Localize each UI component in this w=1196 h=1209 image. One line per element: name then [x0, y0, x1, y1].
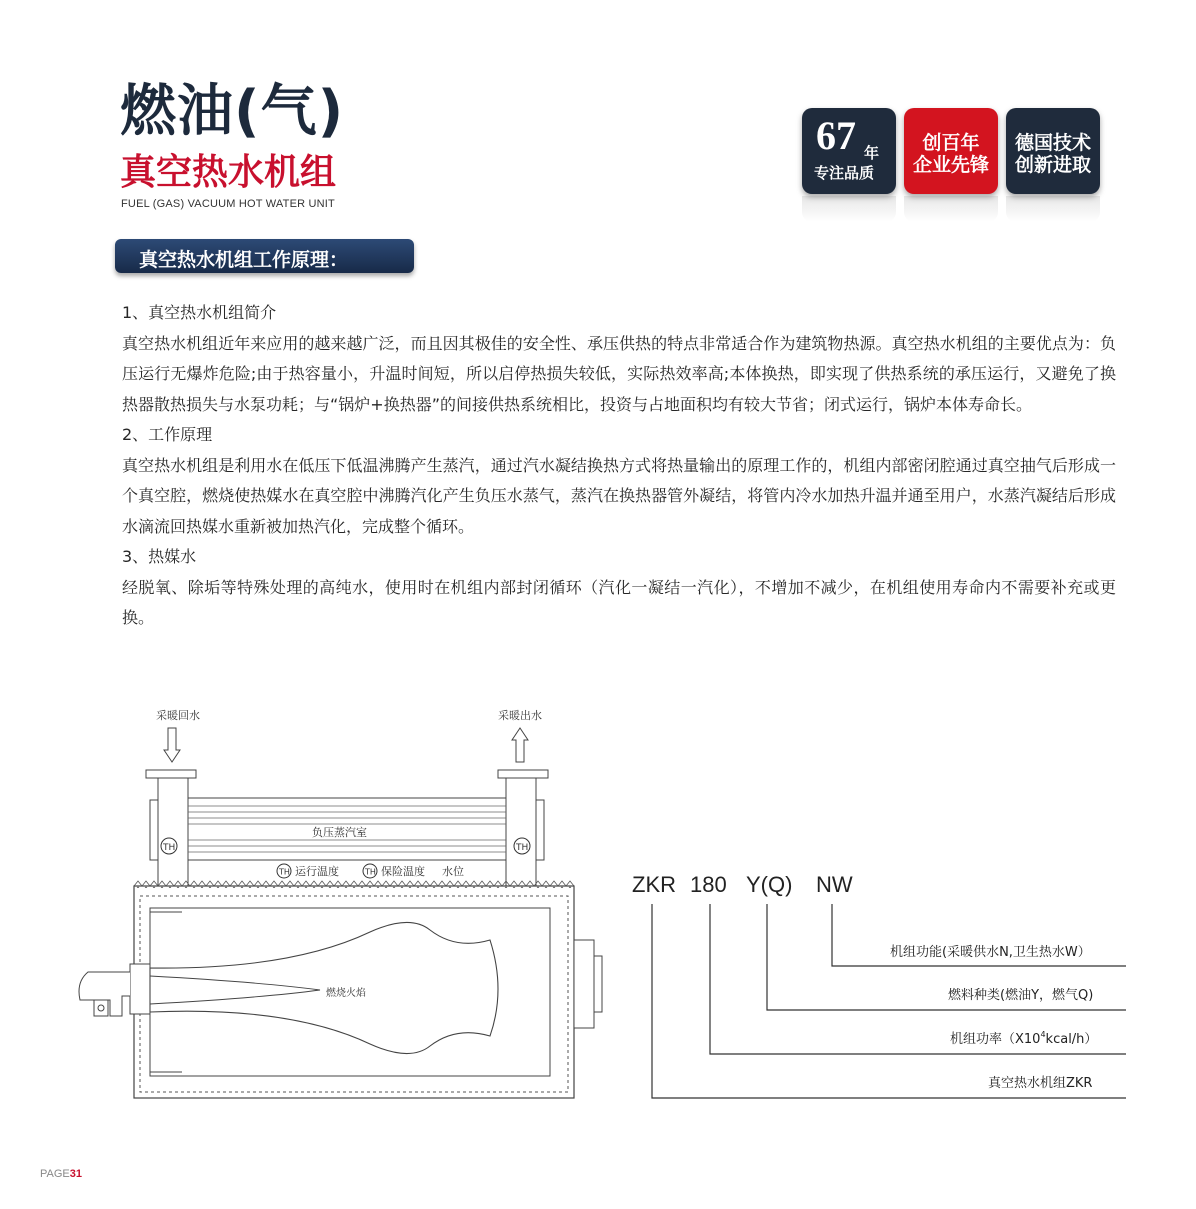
- page-subtitle: 真空热水机组: [120, 152, 337, 193]
- model-180: 180: [690, 872, 727, 897]
- section-heading: 真空热水机组工作原理：: [139, 249, 349, 271]
- run-temp-label: 运行温度: [295, 865, 339, 878]
- fuel-label: 燃料种类(燃油Y，燃气Q): [948, 988, 1094, 1003]
- heading-principle: 2、工作原理: [122, 425, 213, 444]
- english-title: FUEL (GAS) VACUUM HOT WATER UNIT: [121, 198, 335, 210]
- steam-chamber-label: 负压蒸汽室: [312, 826, 367, 839]
- badge-reflection: [1006, 196, 1100, 222]
- paragraph-principle: 真空热水机组是利用水在低压下低温沸腾产生蒸汽，通过汽水凝结换热方式将热量输出的原理工作的，机组内部密闭腔通过真空抽气后形成一个真空腔，燃烧使热媒水在真空腔中沸腾汽化产生负压水蒸气，蒸汽在换热器管外凝结，将管内冷水加热升温并通至用户，水蒸汽凝结后形成水滴流回热媒水重新被加热汽化，完成整个循环。: [122, 455, 1116, 536]
- paragraph-medium: 经脱氧、除垢等特殊处理的高纯水，使用时在机组内部封闭循环（汽化一凝结一汽化），不增加不减少，在机组使用寿命内不需要补充或更换。: [122, 577, 1116, 627]
- page-title: 燃油(气): [120, 79, 345, 144]
- model-yq: Y(Q): [746, 872, 793, 897]
- svg-text:TH: TH: [365, 867, 376, 877]
- page-number: PAGE31: [40, 1168, 83, 1180]
- boiler-body: [134, 880, 602, 1098]
- model-zkr: ZKR: [632, 872, 676, 897]
- burner: [79, 964, 150, 1016]
- flame-label: 燃烧火焰: [326, 988, 366, 999]
- svg-text:TH: TH: [279, 867, 290, 877]
- supply-water-label: 采暖出水: [498, 709, 542, 722]
- supply-arrow-icon: [512, 728, 528, 762]
- model-nw: NW: [816, 872, 853, 897]
- svg-text:TH: TH: [516, 843, 529, 853]
- badge-reflection: [802, 196, 896, 222]
- left-th-icon: [161, 838, 177, 854]
- badge-quality-text: 专注品质: [814, 164, 875, 182]
- power-label: 机组功率$(X10^4kcal/h)$: [950, 1030, 1098, 1047]
- badge-years-suffix: 年: [864, 144, 880, 162]
- name-label: 真空热水机组ZKR: [988, 1076, 1093, 1091]
- paragraph-intro: 真空热水机组近年来应用的越来越广泛，而且因其极佳的安全性、承压供热的特点非常适合作为建筑物热源。真空热水机组的主要优点为：负压运行无爆炸危险;由于热容量小，升温时间短，所以启停热损失较低，实际热效率高;本体换热，即实现了供热系统的承压运行，又避免了换热器散热损失与水泵功耗；与“锅炉+换热器”的间接供热系统相比，投资与占地面积均有较大节省；闭式运行，锅炉本体寿命长。: [122, 333, 1116, 414]
- heading-medium: 3、热媒水: [122, 547, 197, 566]
- steam-chamber: [188, 798, 506, 860]
- badge-german-line1: 德国技术: [1014, 132, 1091, 154]
- model-code: [632, 872, 853, 897]
- badge-reflection: [904, 196, 998, 222]
- return-water-label: 采暖回水: [156, 709, 200, 722]
- section-heading-bar: [115, 239, 414, 273]
- badge-century-line1: 创百年: [922, 132, 980, 154]
- badge-years-number: 67: [816, 113, 856, 158]
- function-label: 机组功能(采暖供水N,卫生热水W）: [890, 945, 1091, 960]
- right-th-icon: [514, 838, 530, 854]
- badge-century: [904, 108, 998, 194]
- badge-67-years: [802, 108, 896, 194]
- badge-german-tech: [1006, 108, 1100, 194]
- boiler-diagram: [70, 700, 1150, 1120]
- heading-intro: 1、真空热水机组简介: [122, 303, 277, 322]
- safety-temp-label: 保险温度: [381, 865, 425, 878]
- svg-text:TH: TH: [163, 843, 176, 853]
- safety-temp-th-icon: [363, 864, 377, 878]
- water-level-label: 水位: [442, 865, 464, 878]
- badge-century-line2: 企业先锋: [912, 154, 989, 176]
- badge-german-line2: 创新进取: [1014, 154, 1091, 176]
- run-temp-th-icon: [277, 864, 291, 878]
- body-text: [122, 298, 1116, 634]
- return-arrow-icon: [164, 728, 180, 762]
